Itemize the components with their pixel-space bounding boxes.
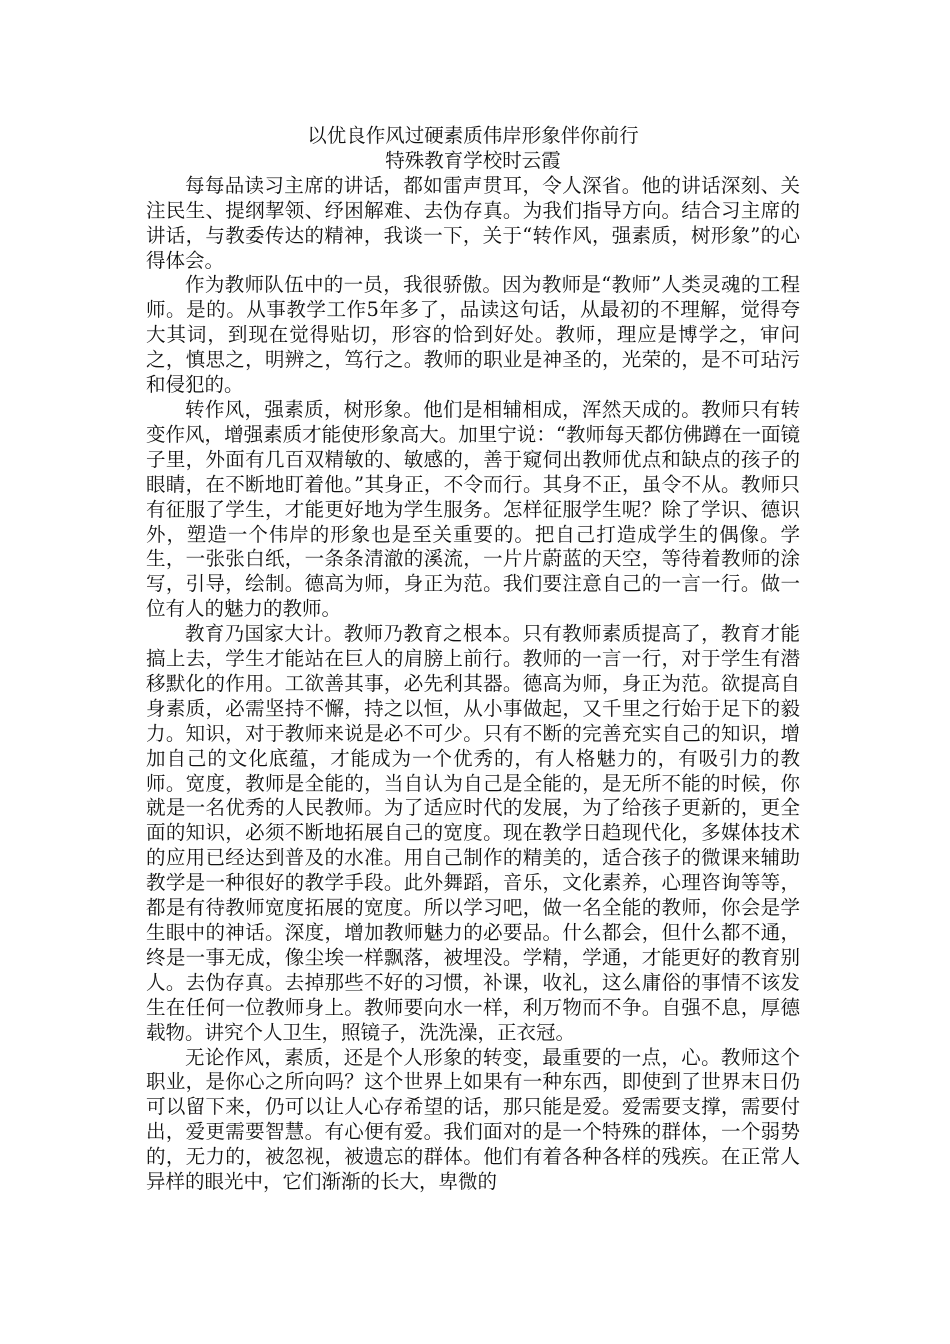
paragraph-2: 作为教师队伍中的一员，我很骄傲。因为教师是“教师”人类灵魂的工程师。是的。从事教学工作5年多了，品读这句话，从最初的不理解，觉得夸大其词，到现在觉得贴切，形容的恰到好处。教师，理应是博学之，审问之，慎思之，明辨之，笃行之。教师的职业是神圣的，光荣的，是不可玷污和侵犯的。 bbox=[146, 273, 800, 397]
document-author: 特殊教育学校时云霞 bbox=[385, 148, 561, 172]
paragraph-5: 无论作风，素质，还是个人形象的转变，最重要的一点，心。教师这个职业，是你心之所向吗？这个世界上如果有一种东西，即使到了世界末日仍可以留下来，仍可以让人心存希望的话，那只能是爱。爱需要支撑，需要付出，爱更需要智慧。有心便有爱。我们面对的是一个特殊的群体，一个弱势的，无力的，被忽视，被遗忘的群体。他们有着各种各样的残疾。在正常人异样的眼光中，它们渐渐的长大，卑微的 bbox=[146, 1045, 800, 1194]
document-body bbox=[146, 124, 800, 1195]
paragraph-1: 每每品读习主席的讲话，都如雷声贯耳，令人深省。他的讲话深刻、关注民生、提纲挈领、纾困解难、去伪存真。为我们指导方向。结合习主席的讲话，与教委传达的精神，我谈一下，关于“转作风，强素质，树形象”的心得体会。 bbox=[146, 173, 800, 272]
paragraph-3: 转作风，强素质，树形象。他们是相辅相成，浑然天成的。教师只有转变作风，增强素质才能使形象高大。加里宁说：“教师每天都仿佛蹲在一面镜子里，外面有几百双精敏的、敏感的，善于窥伺出教师优点和缺点的孩子的眼睛，在不断地盯着他。”其身正，不令而行。其身不正，虽令不从。教师只有征服了学生，才能更好地为学生服务。怎样征服学生呢？除了学识、德识外，塑造一个伟岸的形象也是至关重要的。把自己打造成学生的偶像。学生，一张张白纸，一条条清澈的溪流，一片片蔚蓝的天空，等待着教师的涂写，引导，绘制。德高为师，身正为范。我们要注意自己的一言一行。做一位有人的魅力的教师。 bbox=[146, 397, 800, 621]
paragraph-4: 教育乃国家大计。教师乃教育之根本。只有教师素质提高了，教育才能搞上去，学生才能站在巨人的肩膀上前行。教师的一言一行，对于学生有潜移默化的作用。工欲善其事，必先利其器。德高为师，身正为范。欲提高自身素质，必需坚持不懈，持之以恒，从小事做起，又千里之行始于足下的毅力。知识，对于教师来说是必不可少。只有不断的完善充实自己的知识，增加自己的文化底蕴，才能成为一个优秀的，有人格魅力的，有吸引力的教师。宽度，教师是全能的，当自认为自己是全能的，是无所不能的时候，你就是一名优秀的人民教师。为了适应时代的发展，为了给孩子更新的，更全面的知识，必须不断地拓展自己的宽度。现在教学日趋现代化，多媒体技术的应用已经达到普及的水准。用自己制作的精美的，适合孩子的微课来辅助教学是一种很好的教学手段。此外舞蹈，音乐，文化素养，心理咨询等等，都是有待教师宽度拓展的宽度。所以学习吧，做一名全能的教师，你会是学生眼中的神话。深度，增加教师魅力的必要品。什么都会，但什么都不通，终是一事无成，像尘埃一样飘落，被埋没。学精，学通，才能更好的教育别人。去伪存真。去掉那些不好的习惯，补课，收礼，这么庸俗的事情不该发生在任何一位教师身上。教师要向水一样，利万物而不争。自强不息，厚德载物。讲究个人卫生，照镜子，洗洗澡，正衣冠。 bbox=[146, 622, 800, 1044]
document-title: 以优良作风过硬素质伟岸形象伴你前行 bbox=[307, 124, 639, 147]
